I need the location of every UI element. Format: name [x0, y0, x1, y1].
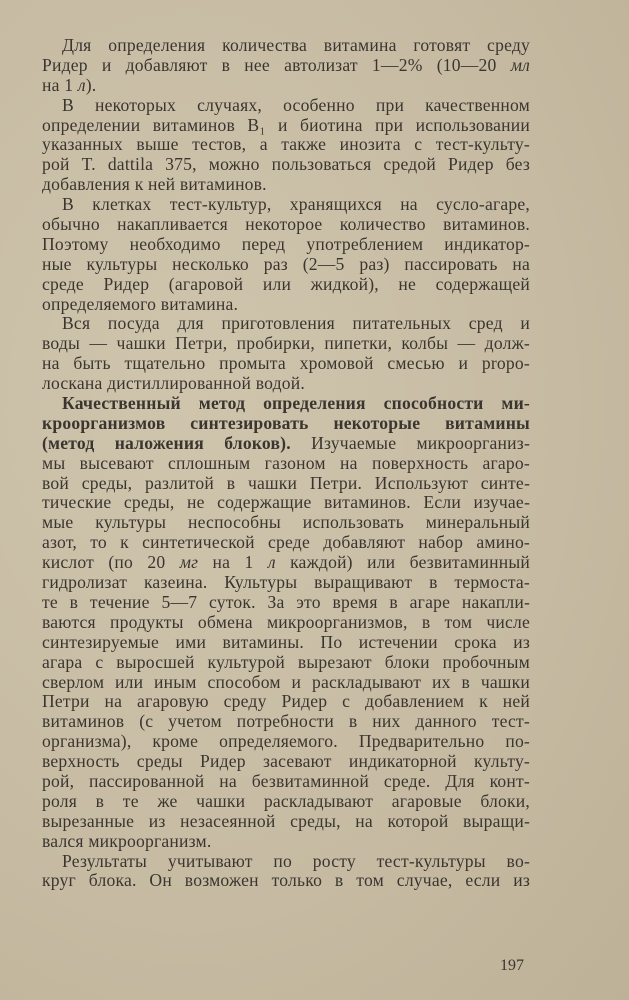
text-line	[42, 394, 530, 414]
text-line: В некоторых случаях, особенно при качественном	[62, 94, 530, 115]
paragraph	[42, 96, 530, 195]
text-line: верхность среды Ридер засевают индикаторной культу-	[42, 751, 530, 772]
text-line: Вся посуда для приготовления питательных сред и	[62, 313, 530, 334]
italic-unit: мл	[510, 54, 530, 75]
text-line: агара с выросшей культурой вырезают блоки пробочным	[42, 651, 530, 672]
text-line: определении витаминов B₁ и биотина при использовании	[42, 114, 530, 135]
text-line: сверлом или иным способом и раскладывают их в чашки	[42, 671, 530, 692]
text-line: роля в те же чашки раскладывают агаровые блоки,	[42, 790, 530, 811]
text-line: лоскана дистиллированной водой.	[42, 373, 305, 394]
text-segment: на 1	[42, 74, 78, 95]
text-line: вался микроорганизм.	[42, 830, 212, 851]
text-line: обычно накапливается некоторое количество витаминов.	[42, 214, 530, 235]
text-line: рой, пассированной на безвитаминной среде. Для конт-	[42, 770, 530, 791]
text-line: на быть тщательно промыта хромовой смесью и propo-	[42, 353, 530, 374]
paragraph	[42, 394, 530, 851]
text-line	[42, 76, 530, 96]
text-line: тические среды, не содержащие витаминов. Если изучае-	[42, 492, 530, 513]
text-line	[42, 56, 530, 76]
text-line: азот, то к синтетической среде добавляют набор амино-	[42, 532, 530, 553]
text-segment: Ридер и добавляют в нее автолизат 1—2% (10—20	[42, 54, 511, 75]
italic-unit: мг	[179, 552, 199, 573]
paragraph	[42, 36, 530, 96]
text-line: те в течение 5—7 суток. За это время в агаре накапли-	[42, 591, 530, 612]
text-line: Поэтому необходимо перед употреблением индикатор-	[42, 233, 530, 254]
text-line: синтезируемые ими витамины. По истечении срока из	[42, 631, 530, 652]
text-segment: Изучаемые микроорганиз-	[290, 432, 530, 453]
text-line: организма), кроме определяемого. Предварительно по-	[42, 731, 530, 752]
bold-text: кроорганизмов синтезировать некоторые витамины	[42, 412, 530, 433]
bold-text: Качественный метод определения способности ми-	[62, 393, 530, 414]
italic-unit: л	[267, 552, 276, 573]
paragraph	[42, 195, 530, 314]
text-line: ваются продукты обмена микроорганизмов, в том числе	[42, 611, 530, 632]
text-line: Петри на агаровую среду Ридер с добавлением к ней	[42, 691, 530, 712]
text-segment: каждой) или безвитаминный	[275, 552, 530, 573]
text-segment: кислот (по 20	[42, 552, 180, 573]
bold-text: (метод наложения блоков).	[42, 432, 291, 453]
text-line: определяемого витамина.	[42, 293, 239, 314]
paragraph	[42, 852, 530, 892]
text-line	[42, 434, 530, 454]
text-line: гидролизат казеина. Культуры выращивают в термоста-	[42, 572, 530, 593]
text-line: Результаты учитывают по росту тест-культуры во-	[62, 850, 530, 871]
page-number: 197	[500, 957, 524, 974]
text-line	[42, 553, 530, 573]
paragraph	[42, 314, 530, 394]
text-line: добавления к ней витаминов.	[42, 174, 267, 195]
text-segment: на 1	[198, 552, 268, 573]
text-line	[42, 414, 530, 434]
text-line: круг блока. Он возможен только в том случае, если из	[42, 870, 530, 891]
text-line: вырезанные из незасеянной среды, на которой выращи-	[42, 810, 530, 831]
text-line: указанных выше тестов, а также инозита с тест-культу-	[42, 134, 530, 155]
text-line: мы высевают сплошным газоном на поверхность агаро-	[42, 452, 530, 473]
text-line: ные культуры несколько раз (2—5 раз) пассировать на	[42, 253, 530, 274]
text-line: рой T. dattila 375, можно пользоваться средой Ридер без	[42, 154, 530, 175]
text-line: вой среды, разлитой в чашки Петри. Используют синте-	[42, 472, 530, 493]
text-line: В клетках тест-культур, хранящихся на сусло-агаре,	[62, 194, 530, 215]
text-line: витаминов (с учетом потребности в них данного тест-	[42, 711, 530, 732]
page-text	[42, 36, 530, 891]
italic-unit: л	[77, 74, 86, 95]
text-line: среде Ридер (агаровой или жидкой), не содержащей	[42, 273, 530, 294]
text-line: Для определения количества витамина готовят среду	[62, 35, 530, 55]
text-segment: ).	[85, 74, 97, 95]
text-line: воды — чашки Петри, пробирки, пипетки, колбы — долж-	[42, 333, 530, 354]
text-line: мые культуры неспособны использовать минеральный	[42, 512, 530, 533]
